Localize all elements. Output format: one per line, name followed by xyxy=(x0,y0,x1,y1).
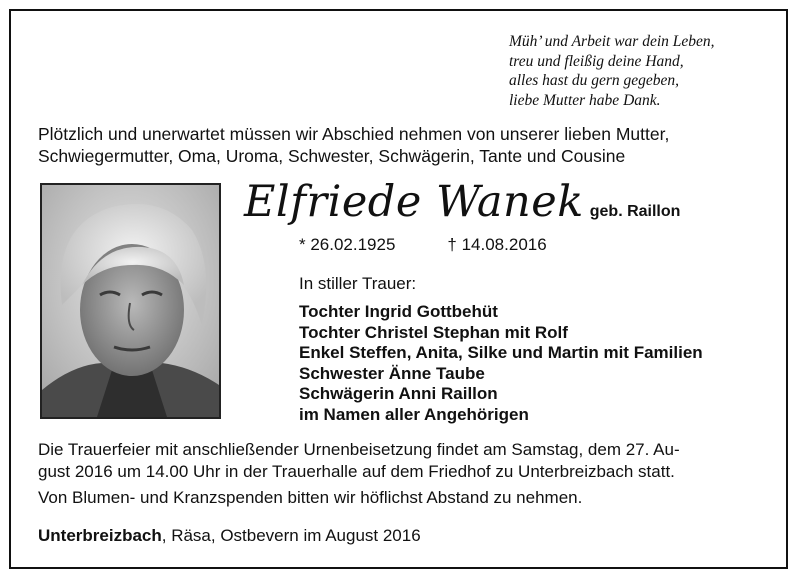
intro-line: Plötzlich und unerwartet müssen wir Abschied nehmen von unserer lieben Mutter, xyxy=(38,124,670,144)
mourner-line: Schwester Änne Taube xyxy=(299,363,485,383)
poem-line: Müh’ und Arbeit war dein Leben, xyxy=(509,33,715,50)
mourner-line: Enkel Steffen, Anita, Silke und Martin mit Familien xyxy=(299,343,703,362)
funeral-line: Die Trauerfeier mit anschließender Urnenbeisetzung findet am Samstag, dem 27. Au- xyxy=(38,440,680,459)
mourner-line: Tochter Ingrid Gottbehüt xyxy=(299,302,498,321)
mourners-list xyxy=(299,302,703,425)
place-and-date xyxy=(38,526,421,546)
portrait-photo xyxy=(40,183,221,419)
mourning-heading: In stiller Trauer: xyxy=(299,274,417,293)
poem-line: alles hast du gern gegeben, xyxy=(509,72,680,89)
mourner-line: Tochter Christel Stephan mit Rolf xyxy=(299,322,568,342)
funeral-line: gust 2016 um 14.00 Uhr in der Trauerhalle auf dem Friedhof zu Unterbreizbach statt. xyxy=(38,462,675,481)
intro-line: Schwiegermutter, Oma, Uroma, Schwester, Schwägerin, Tante und Cousine xyxy=(38,146,626,166)
birth-date: * 26.02.1925 xyxy=(299,235,396,254)
portrait-image xyxy=(42,185,219,417)
poem-line: treu und fleißig deine Hand, xyxy=(509,52,684,70)
place-town: Unterbreizbach xyxy=(38,526,162,545)
mourner-line: im Namen aller Angehörigen xyxy=(299,404,529,424)
death-date: † 14.08.2016 xyxy=(447,235,547,254)
intro-text xyxy=(38,123,778,167)
deceased-name-line xyxy=(244,177,784,227)
mourner-line: Schwägerin Anni Raillon xyxy=(299,384,498,403)
place-rest: , Räsa, Ostbevern im August 2016 xyxy=(161,526,421,545)
deceased-name: Elfriede Wanek xyxy=(244,177,584,227)
birth-name: geb. Raillon xyxy=(589,203,681,220)
poem-line: liebe Mutter habe Dank. xyxy=(509,91,661,109)
funeral-info xyxy=(38,439,778,483)
life-dates xyxy=(299,235,547,255)
poem xyxy=(509,32,779,110)
flowers-request: Von Blumen- und Kranzspenden bitten wir höflichst Abstand zu nehmen. xyxy=(38,488,583,507)
